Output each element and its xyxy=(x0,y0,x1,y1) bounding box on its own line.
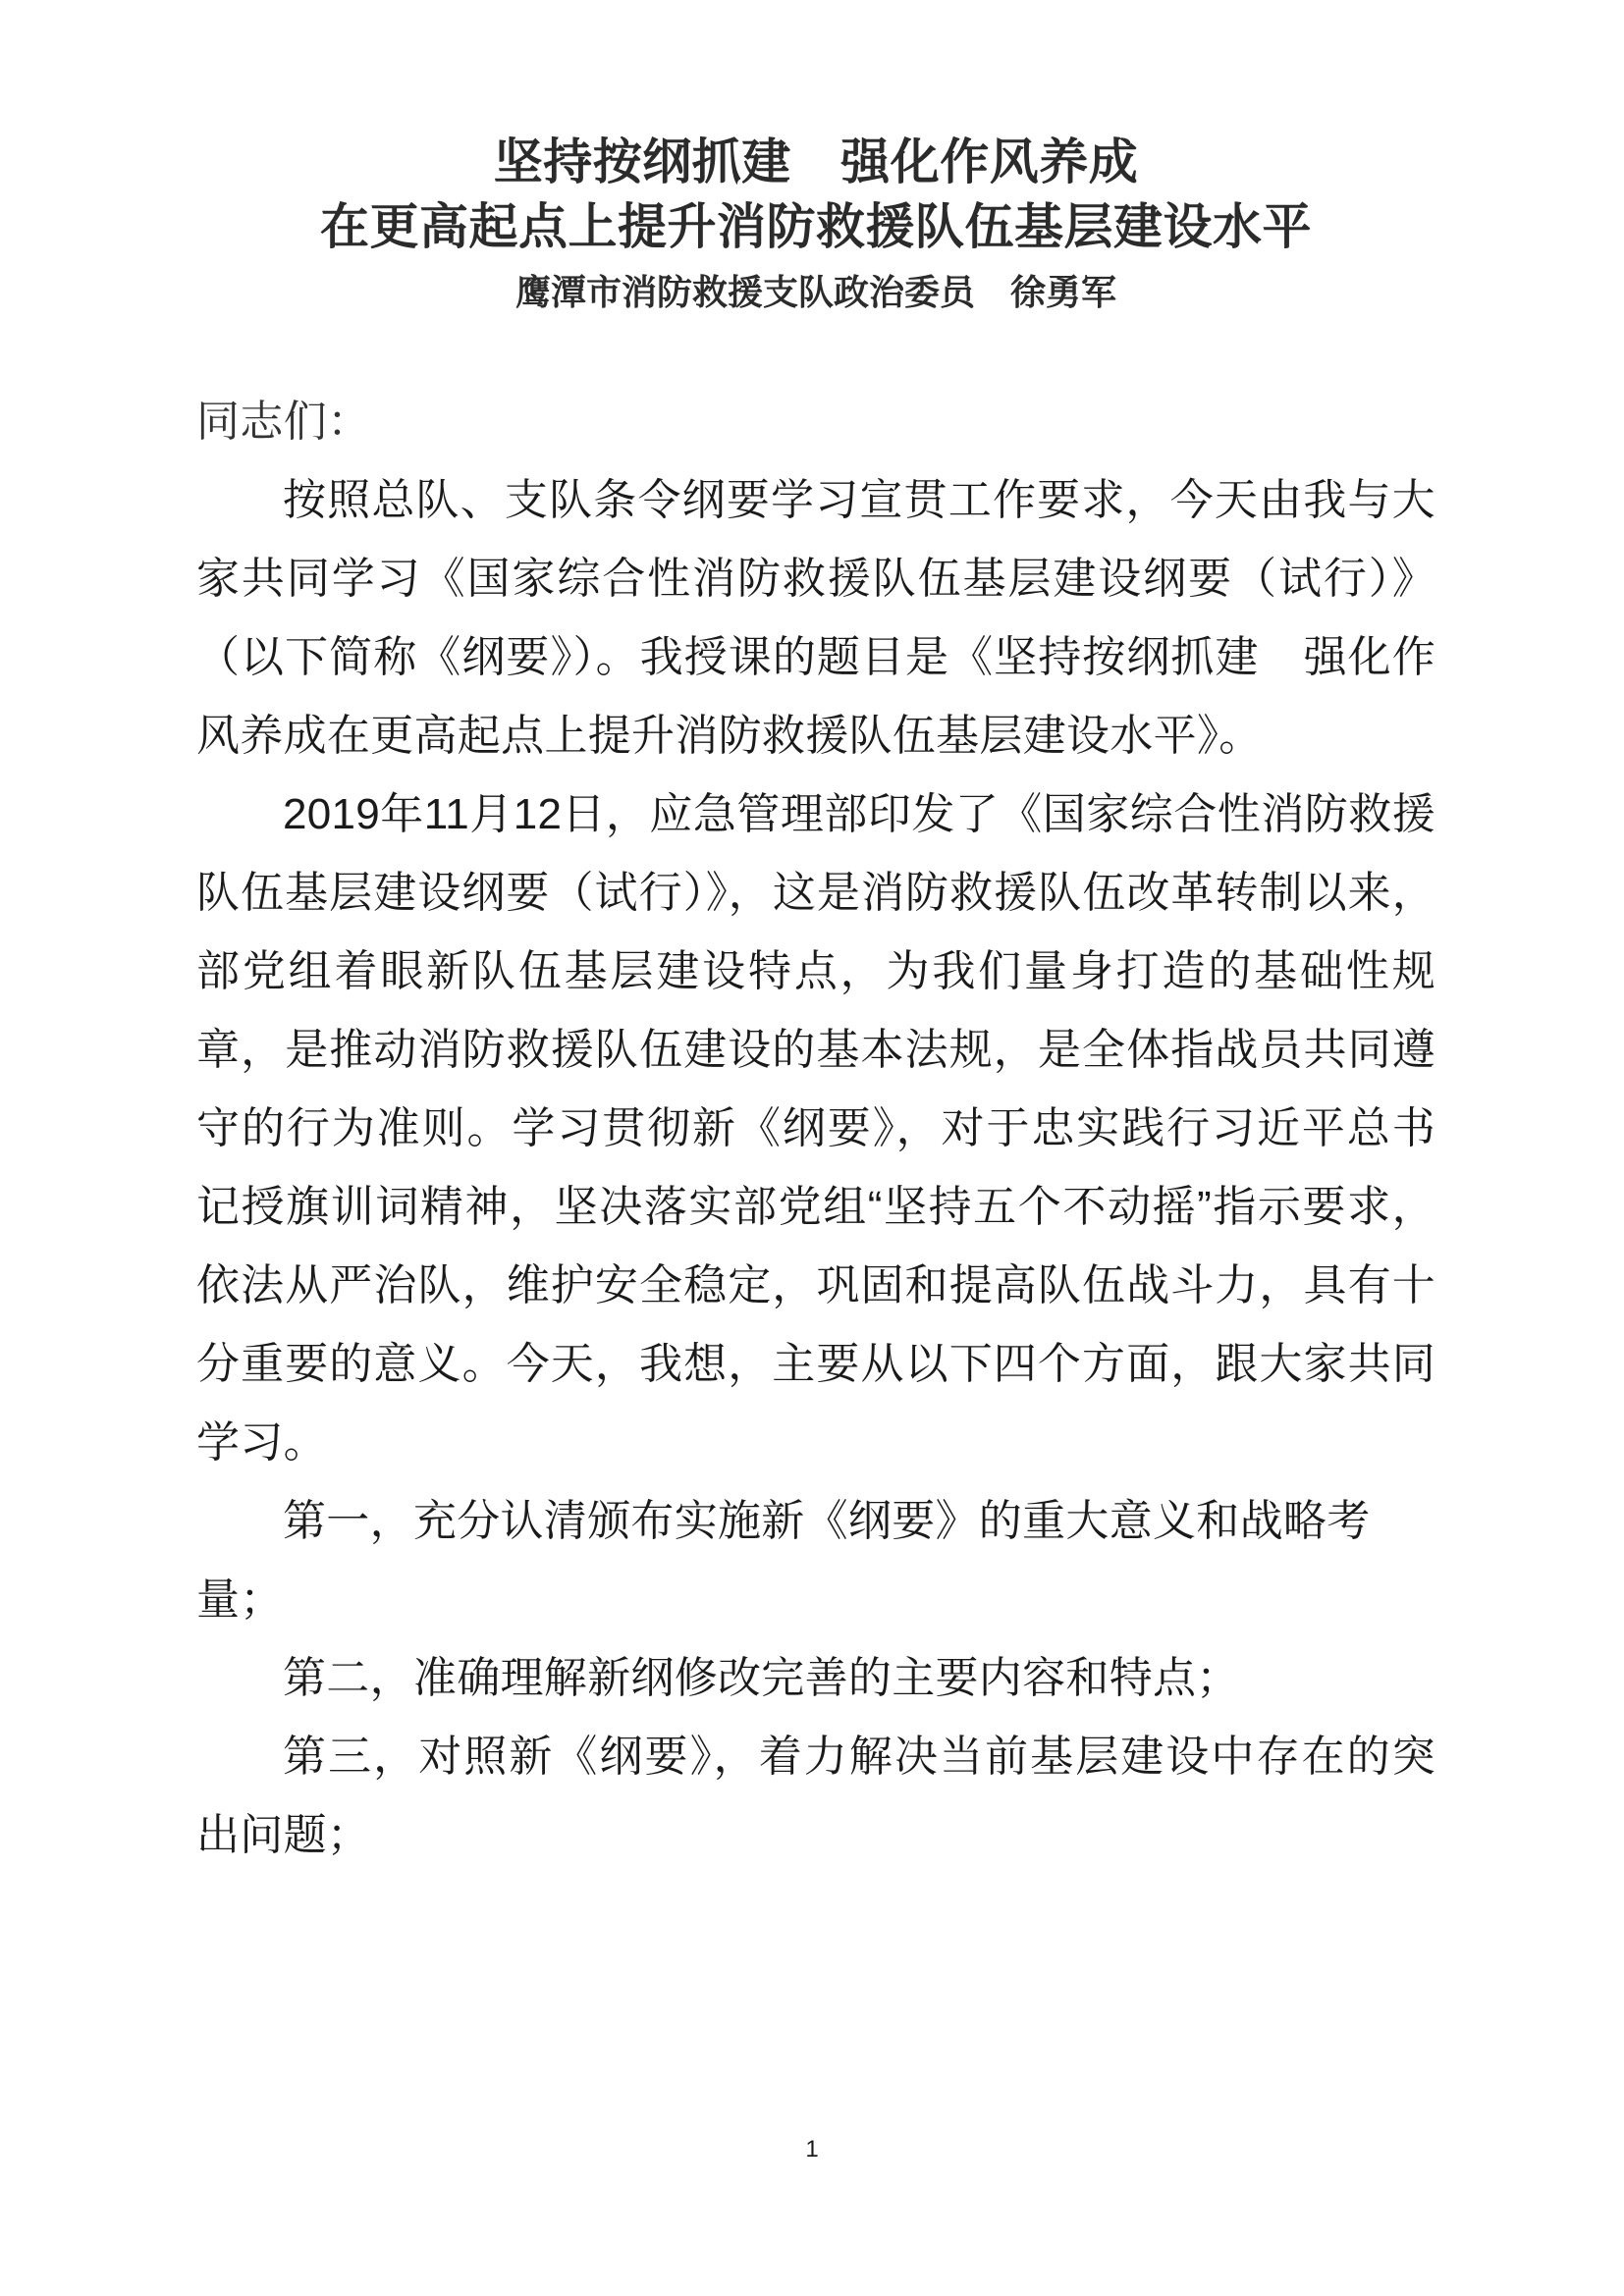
title-block xyxy=(196,0,1435,318)
body-paragraph: 按照总队、支队条令纲要学习宣贯工作要求，今天由我与大家共同学习《国家综合性消防救援队伍基层建设纲要（试行）》（以下简称《纲要》）。我授课的题目是《坚持按纲抓建 强化作风养成在更高起点上提升消防救援队伍基层建设水平》。 xyxy=(196,476,1435,760)
body-paragraph-item-third: 第三，对照新《纲要》，着力解决当前基层建设中存在的突出问题； xyxy=(196,1733,1435,1859)
document-byline: 鹰潭市消防救援支队政治委员 徐勇军 xyxy=(514,272,1116,312)
page-content xyxy=(196,0,1435,1875)
salutation: 同志们： xyxy=(196,398,371,446)
body-paragraph: 2019年11月12日，应急管理部印发了《国家综合性消防救援队伍基层建设纲要（试行）》，这是消防救援队伍改革转制以来，部党组着眼新队伍基层建设特点，为我们量身打造的基础性规章，是推动消防救援队伍建设的基本法规，是全体指战员共同遵守的行为准则。学习贯彻新《纲要》，对于忠实践行习近平总书记授旗训词精神，坚决落实部党组“坚持五个不动摇”指示要求，依法从严治队，维护安全稳定，巩固和提高队伍战斗力，具有十分重要的意义。今天，我想，主要从以下四个方面，跟大家共同学习。 xyxy=(196,790,1435,1467)
document-title-line-1: 坚持按纲抓建 强化作风养成 xyxy=(493,134,1139,189)
page-number: 1 xyxy=(805,2136,819,2163)
document-body xyxy=(196,383,1435,1875)
body-paragraph-item-second: 第二，准确理解新纲修改完善的主要内容和特点； xyxy=(283,1654,1240,1702)
body-paragraph-item-first: 第一，充分认清颁布实施新《纲要》的重大意义和战略考量； xyxy=(196,1497,1371,1624)
document-title-line-2: 在更高起点上提升消防救援队伍基层建设水平 xyxy=(320,199,1312,254)
